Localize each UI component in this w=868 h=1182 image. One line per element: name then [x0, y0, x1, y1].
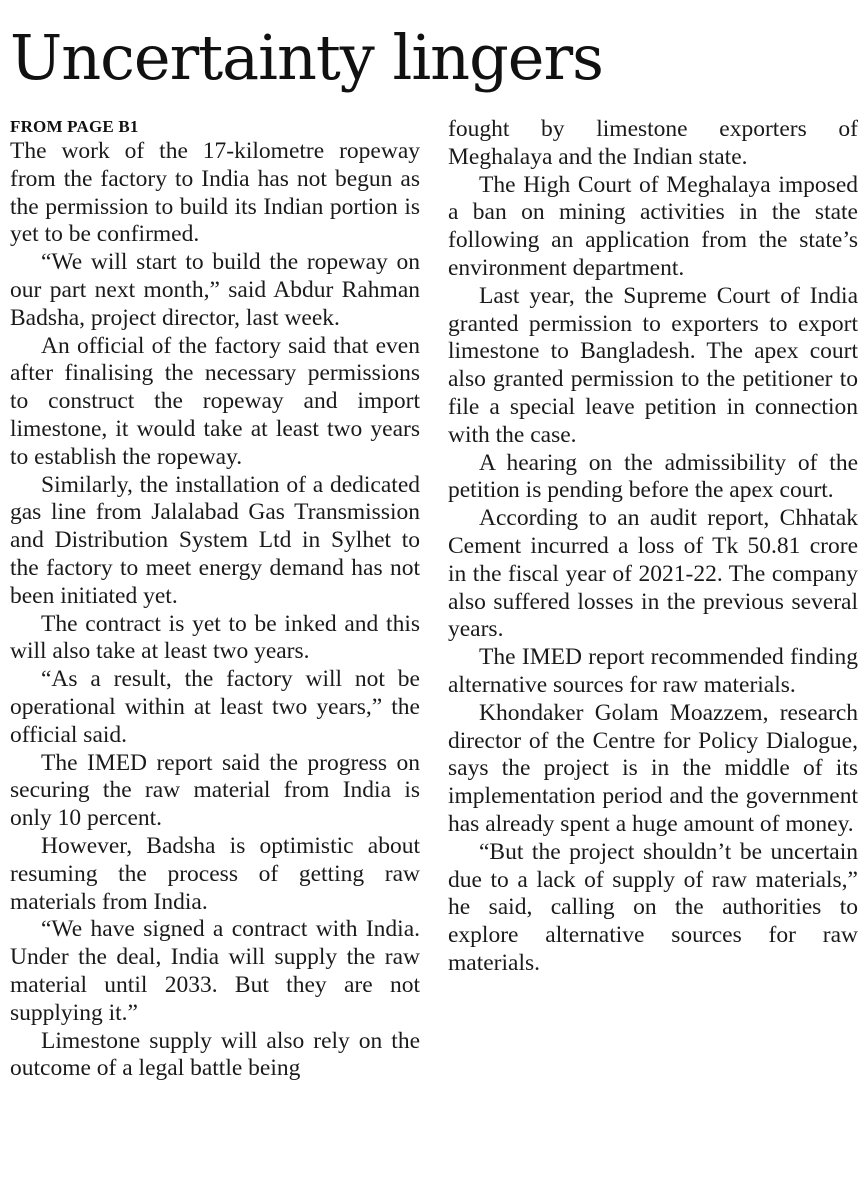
paragraph: Khondaker Golam Moazzem, research director of the Centre for Policy Dialogue, says the project is in the middle of its implementation period and the government has already spent a huge amount of money.	[448, 699, 858, 837]
paragraph: The High Court of Meghalaya imposed a ban on mining activities in the state following an application from the state’s environment department.	[448, 171, 858, 281]
paragraph: An official of the factory said that even after finalising the necessary permissions to construct the ropeway and import limestone, it would take at least two years to establish the ropeway.	[10, 332, 420, 470]
paragraph: The contract is yet to be inked and this will also take at least two years.	[10, 610, 420, 665]
paragraph: However, Badsha is optimistic about resuming the process of getting raw materials from India.	[10, 832, 420, 915]
paragraph: “We will start to build the ropeway on our part next month,” said Abdur Rahman Badsha, project director, last week.	[10, 249, 420, 331]
paragraph: Similarly, the installation of a dedicated gas line from Jalalabad Gas Transmission and Distribution System Ltd in Sylhet to the factory to meet energy demand has not been initiated yet.	[10, 471, 420, 609]
article-column-left	[10, 116, 420, 1083]
paragraph: The IMED report said the progress on securing the raw material from India is only 10 percent.	[10, 749, 420, 832]
paragraph: The work of the 17-kilometre ropeway from the factory to India has not begun as the permission to build its Indian portion is yet to be confirmed.	[10, 138, 420, 248]
kicker: FROM PAGE B1	[10, 117, 139, 136]
paragraph: According to an audit report, Chhatak Cement incurred a loss of Tk 50.81 crore in the fiscal year of 2021-22. The company also suffered losses in the previous several years.	[448, 505, 858, 643]
paragraph: “But the project shouldn’t be uncertain due to a lack of supply of raw materials,” he said, calling on the authorities to explore alternative sources for raw materials.	[448, 838, 858, 976]
headline: Uncertainty lingers	[10, 21, 603, 94]
article-column-right	[448, 116, 858, 978]
paragraph: The IMED report recommended finding alternative sources for raw materials.	[448, 644, 858, 698]
paragraph: fought by limestone exporters of Meghalaya and the Indian state.	[448, 116, 858, 170]
paragraph: “As a result, the factory will not be operational within at least two years,” the official said.	[10, 666, 420, 748]
paragraph: “We have signed a contract with India. Under the deal, India will supply the raw material until 2033. But they are not supplying it.”	[10, 916, 420, 1026]
paragraph: A hearing on the admissibility of the petition is pending before the apex court.	[448, 449, 858, 504]
paragraph: Last year, the Supreme Court of India granted permission to exporters to export limestone to Bangladesh. The apex court also granted permission to the petitioner to file a special leave petition in connection with the case.	[448, 282, 858, 448]
paragraph: Limestone supply will also rely on the outcome of a legal battle being	[10, 1027, 420, 1082]
